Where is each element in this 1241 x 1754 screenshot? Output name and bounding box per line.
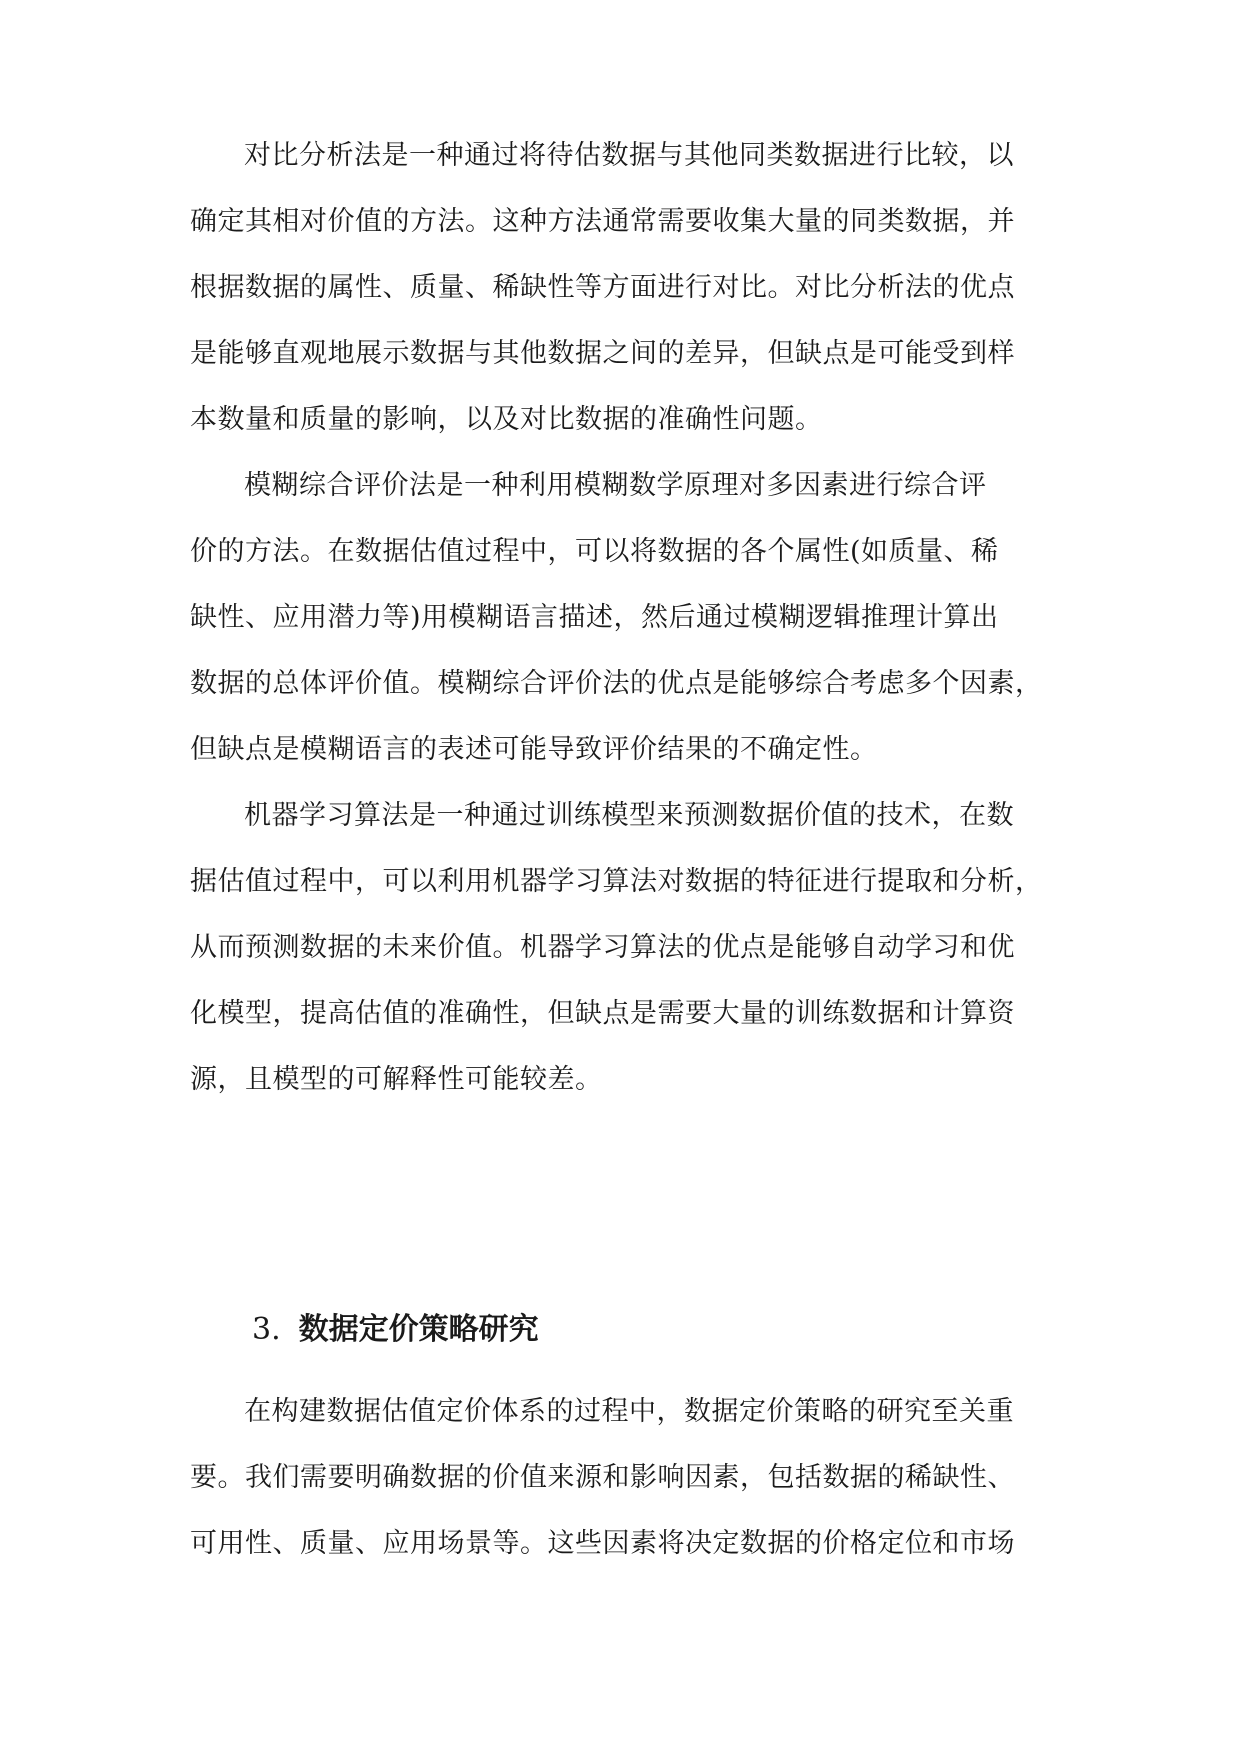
text-line: 价的方法。在数据估值过程中，可以将数据的各个属性(如质量、稀 (190, 536, 999, 567)
text-line: 源，且模型的可解释性可能较差。 (190, 1064, 603, 1095)
section-number: 3. (252, 1312, 281, 1347)
text-line: 数据的总体评价值。模糊综合评价法的优点是能够综合考虑多个因素， (190, 668, 1043, 699)
text-line: 从而预测数据的未来价值。机器学习算法的优点是能够自动学习和优 (190, 932, 1015, 963)
text-line: 根据数据的属性、质量、稀缺性等方面进行对比。对比分析法的优点 (190, 272, 1015, 303)
text-line: 化模型，提高估值的准确性，但缺点是需要大量的训练数据和计算资 (190, 998, 1015, 1029)
text-line: 在构建数据估值定价体系的过程中，数据定价策略的研究至关重 (244, 1396, 1014, 1427)
text-line: 确定其相对价值的方法。这种方法通常需要收集大量的同类数据，并 (190, 206, 1015, 237)
section-title: 数据定价策略研究 (298, 1312, 539, 1347)
text-line: 机器学习算法是一种通过训练模型来预测数据价值的技术，在数 (244, 800, 1014, 831)
text-line: 缺性、应用潜力等)用模糊语言描述，然后通过模糊逻辑推理计算出 (190, 602, 999, 633)
text-line: 对比分析法是一种通过将待估数据与其他同类数据进行比较，以 (244, 140, 1014, 171)
section-heading (252, 1310, 539, 1350)
text-line: 据估值过程中，可以利用机器学习算法对数据的特征进行提取和分析， (190, 866, 1043, 897)
text-line: 是能够直观地展示数据与其他数据之间的差异，但缺点是可能受到样 (190, 338, 1015, 369)
text-line: 可用性、质量、应用场景等。这些因素将决定数据的价格定位和市场 (190, 1528, 1015, 1559)
text-line: 但缺点是模糊语言的表述可能导致评价结果的不确定性。 (190, 734, 878, 765)
text-line: 要。我们需要明确数据的价值来源和影响因素，包括数据的稀缺性、 (190, 1462, 1015, 1493)
text-line: 模糊综合评价法是一种利用模糊数学原理对多因素进行综合评 (244, 470, 987, 501)
text-line: 本数量和质量的影响，以及对比数据的准确性问题。 (190, 404, 823, 435)
